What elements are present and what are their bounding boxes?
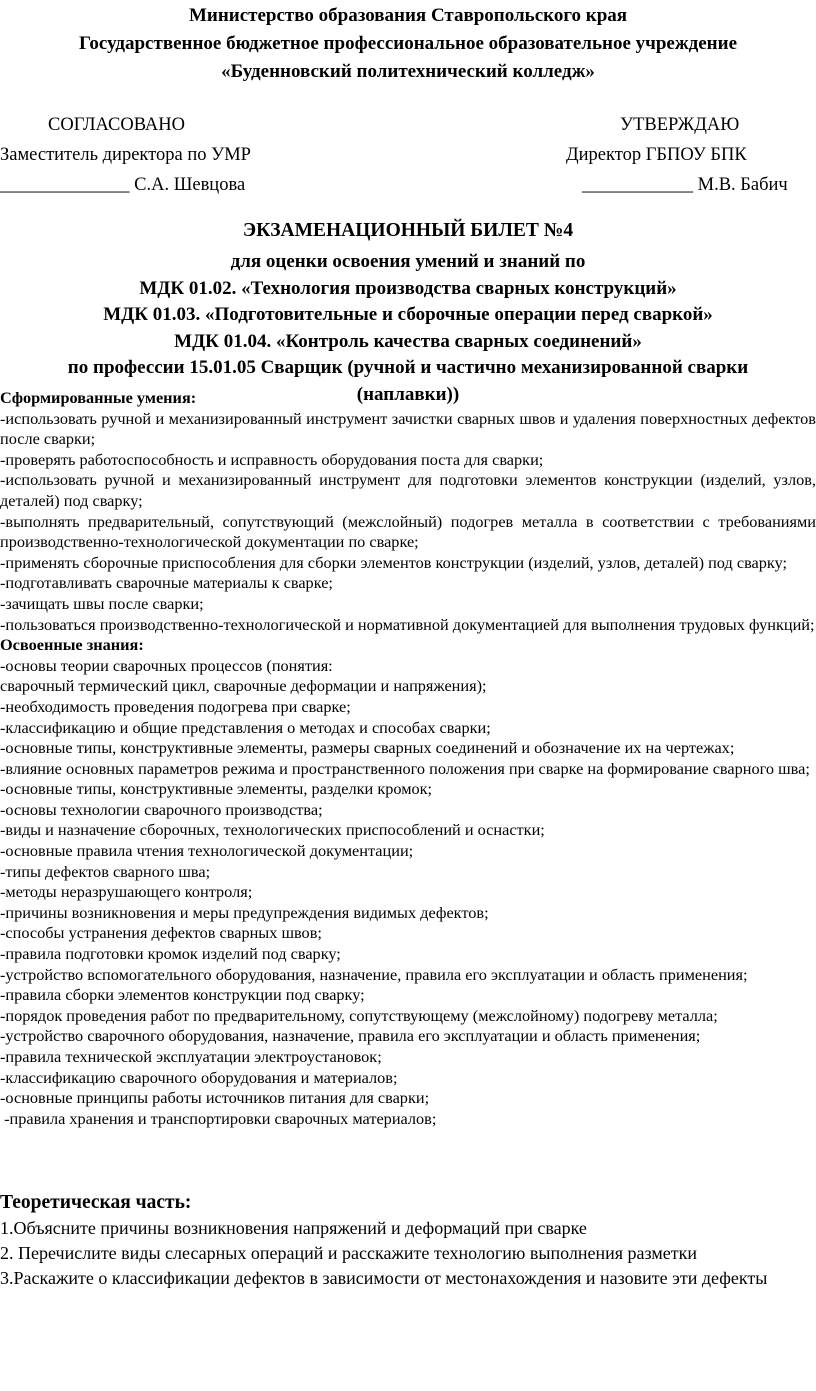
list-item: -основные правила чтения технологической документации; — [0, 841, 414, 861]
list-item: -способы устранения дефектов сварных швов; — [0, 923, 322, 943]
list-item: -применять сборочные приспособления для сборки элементов конструкции (изделий, узлов, деталей) под сварку; — [0, 552, 788, 572]
agreed-label: СОГЛАСОВАНО — [48, 115, 185, 135]
list-item: -типы дефектов сварного шва; — [0, 861, 211, 881]
list-item: -зачищать швы после сварки; — [0, 593, 204, 613]
theory-section — [0, 1190, 816, 1291]
ticket-purpose: для оценки освоения умений и знаний по — [230, 251, 586, 272]
list-item: -устройство сварочного оборудования, назначение, правила его эксплуатации и область применения; — [0, 1026, 701, 1046]
agreed-signature: ______________ С.А. Шевцова — [0, 175, 246, 195]
approval-agreed-block — [0, 110, 380, 200]
list-item: -выполнять предварительный, сопутствующий (межслойный) подогрев металла в соответствии с требованиями производственно-технологической документации по сварке; — [0, 511, 816, 552]
list-item: -основные типы, конструктивные элементы, размеры сварных соединений и обозначение их на чертежах; — [0, 738, 735, 758]
ticket-title: ЭКЗАМЕНАЦИОННЫЙ БИЛЕТ №4 — [242, 220, 574, 241]
list-item: -причины возникновения и меры предупреждения видимых дефектов; — [0, 902, 489, 922]
approved-signature: ____________ М.В. Бабич — [582, 175, 788, 195]
institution-type: Государственное бюджетное профессиональное образовательное учреждение — [78, 33, 738, 54]
agreed-position: Заместитель директора по УМР — [0, 145, 251, 165]
list-item: -классификацию и общие представления о методах и способах сварки; — [0, 717, 491, 737]
ticket-mdk-0104: МДК 01.04. «Контроль качества сварных соединений» — [174, 330, 642, 352]
list-item: -подготавливать сварочные материалы к сварке; — [0, 573, 333, 593]
list-item: -основные принципы работы источников питания для сварки; — [0, 1088, 430, 1108]
theory-question-3: 3.Раскажите о классификации дефектов в зависимости от местонахождения и назовите эти дефекты — [0, 1268, 768, 1288]
list-item: -влияние основных параметров режима и пространственного положения при сварке на формирование сварного шва; — [0, 758, 810, 778]
list-item: -основные типы, конструктивные элементы, разделки кромок; — [0, 779, 433, 799]
list-item: -порядок проведения работ по предварительному, сопутствующему (межслойному) подогреву металла; — [0, 1005, 718, 1025]
list-item: -методы неразрушающего контроля; — [0, 882, 253, 902]
list-item: -правила хранения и транспортировки сварочных материалов; — [0, 1108, 437, 1128]
skills-list — [0, 409, 816, 636]
theory-question-1: 1.Объясните причины возникновения напряжений и деформаций при сварке — [0, 1218, 587, 1238]
list-item: -необходимость проведения подогрева при сварке; — [0, 696, 351, 716]
theory-heading: Теоретическая часть: — [0, 1192, 192, 1213]
approval-approved-block — [520, 110, 816, 200]
knowledge-heading: Освоенные знания: — [0, 635, 144, 655]
list-item: -проверять работоспособность и исправность оборудования поста для сварки; — [0, 449, 544, 469]
theory-question-2: 2. Перечислите виды слесарных операций и расскажите технологию выполнения разметки — [0, 1243, 697, 1263]
ministry-name: Министерство образования Ставропольского края — [188, 5, 628, 26]
list-item: -пользоваться производственно-технологической и нормативной документацией для выполнения трудовых функций; — [0, 614, 815, 634]
list-item: сварочный термический цикл, сварочные деформации и напряжения); — [0, 676, 487, 696]
approved-label: УТВЕРЖДАЮ — [620, 115, 740, 135]
ticket-title-block — [0, 216, 816, 408]
ticket-mdk-0102: МДК 01.02. «Технология производства сварных конструкций» — [139, 277, 677, 299]
list-item: -классификацию сварочного оборудования и материалов; — [0, 1067, 398, 1087]
competencies-section — [0, 388, 816, 1129]
list-item: -использовать ручной и механизированный инструмент зачистки сварных швов и удаления поверхностных дефектов после сварки; — [0, 408, 816, 449]
list-item: -виды и назначение сборочных, технологических приспособлений и оснастки; — [0, 820, 545, 840]
ticket-profession: по профессии 15.01.05 Сварщик (ручной и частично механизированной сварки (наплавки)) — [67, 357, 749, 405]
list-item: -устройство вспомогательного оборудования, назначение, правила его эксплуатации и область применения; — [0, 964, 748, 984]
institution-header — [0, 2, 816, 86]
list-item: -основы технологии сварочного производства; — [0, 799, 323, 819]
knowledge-list — [0, 656, 816, 1130]
list-item: -основы теории сварочных процессов (понятия: — [0, 655, 333, 675]
list-item: -использовать ручной и механизированный инструмент для подготовки элементов конструкции (изделий, узлов, деталей) под сварку; — [0, 470, 816, 510]
list-item: -правила подготовки кромок изделий под сварку; — [0, 944, 341, 964]
college-name: «Буденновский политехнический колледж» — [221, 61, 595, 82]
approved-position: Директор ГБПОУ БПК — [566, 145, 747, 165]
list-item: -правила технической эксплуатации электроустановок; — [0, 1047, 382, 1066]
ticket-mdk-0103: МДК 01.03. «Подготовительные и сборочные операции перед сваркой» — [103, 304, 713, 325]
skills-heading: Сформированные умения: — [0, 388, 197, 407]
list-item: -правила сборки элементов конструкции под сварку; — [0, 985, 365, 1005]
